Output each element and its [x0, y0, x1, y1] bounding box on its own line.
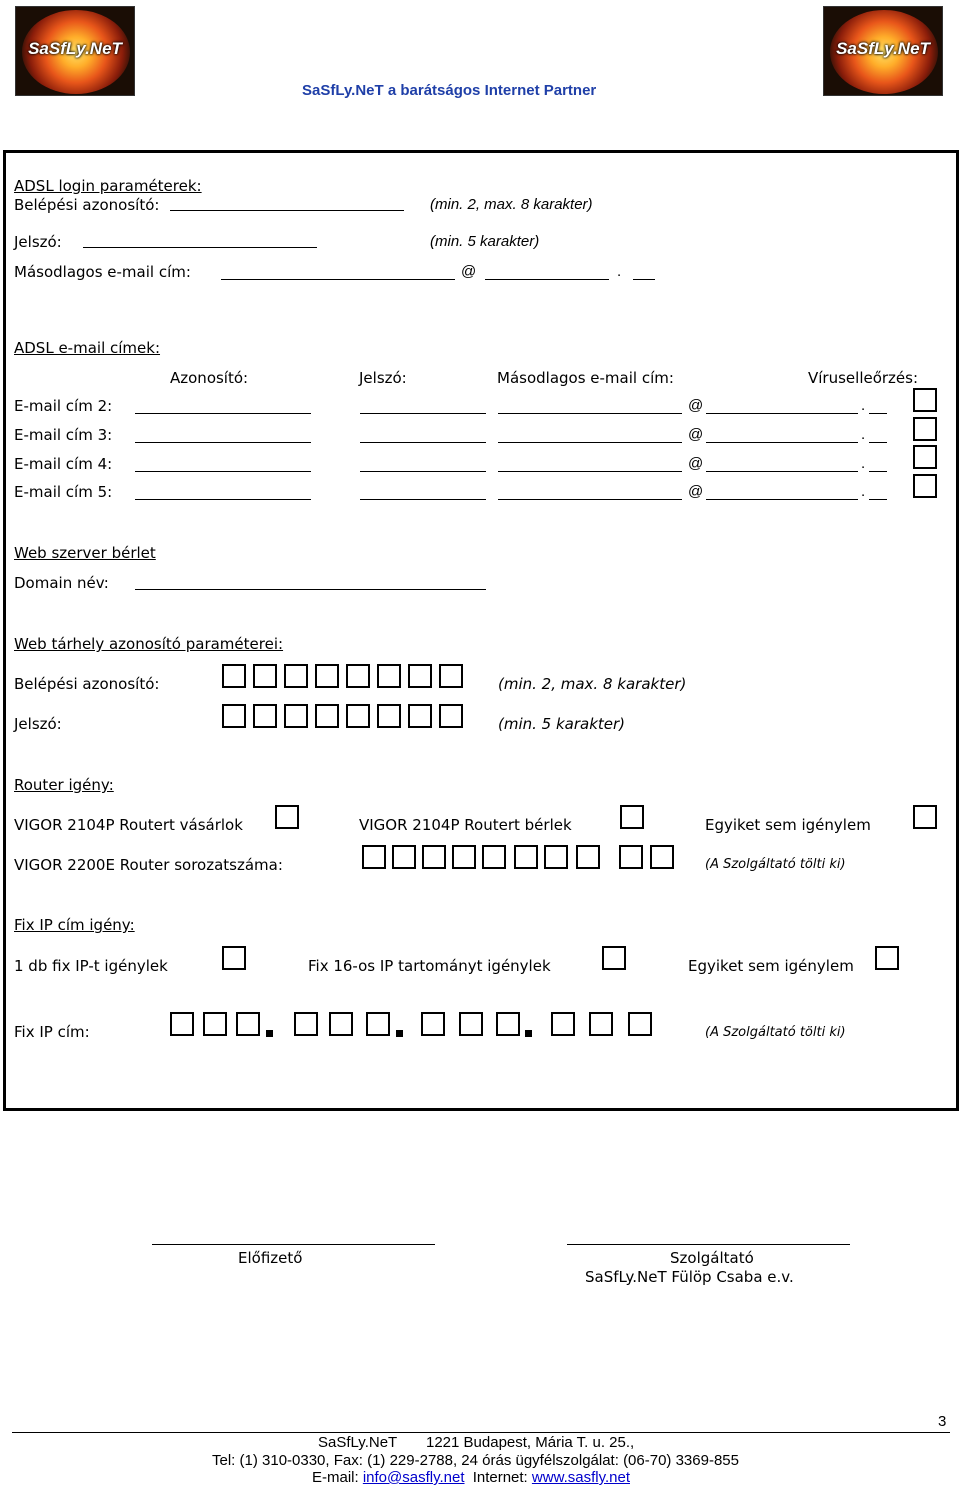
at-sign: @ [688, 483, 704, 500]
char-box[interactable] [170, 1012, 194, 1036]
char-box[interactable] [203, 1012, 227, 1036]
logo-right: SaSfLy.NeT [823, 6, 943, 96]
web-server-heading: Web szerver bérlet [14, 544, 156, 562]
char-box[interactable] [408, 664, 432, 688]
col-id-header: Azonosító: [170, 369, 249, 387]
provider-signature-line[interactable] [567, 1244, 850, 1245]
char-box[interactable] [329, 1012, 353, 1036]
email-id-field[interactable] [135, 471, 311, 472]
dot-sign: . [861, 455, 866, 472]
email-secondary-tld[interactable] [869, 413, 887, 414]
router-heading: Router igény: [14, 776, 114, 794]
footer-email-link[interactable]: info@sasfly.net [362, 1469, 465, 1486]
col-secondary-header: Másodlagos e-mail cím: [497, 369, 674, 387]
adsl-email-heading: ADSL e-mail címek: [14, 339, 161, 357]
footer-website-link[interactable]: www.sasfly.net [531, 1469, 630, 1486]
fix-ip-none-checkbox[interactable] [875, 946, 899, 970]
char-box[interactable] [222, 704, 246, 728]
fix-ip-range-label: Fix 16-os IP tartományt igénylek [308, 957, 551, 975]
virus-check-checkbox[interactable] [913, 388, 937, 412]
char-box[interactable] [294, 1012, 318, 1036]
virus-check-checkbox[interactable] [913, 417, 937, 441]
char-box[interactable] [589, 1012, 613, 1036]
char-box[interactable] [284, 664, 308, 688]
adsl-login-hint: (min. 2, max. 8 karakter) [430, 196, 593, 213]
col-password-header: Jelszó: [359, 369, 407, 387]
email-password-field[interactable] [360, 499, 486, 500]
email-id-field[interactable] [135, 442, 311, 443]
adsl-login-field[interactable] [170, 210, 404, 211]
subscriber-label: Előfizető [238, 1249, 303, 1267]
domain-label: Domain név: [14, 574, 109, 592]
email-secondary-tld[interactable] [869, 442, 887, 443]
at-sign: @ [461, 263, 477, 280]
fix-ip-range-checkbox[interactable] [602, 946, 626, 970]
fix-ip-address-hint: (A Szolgáltató tölti ki) [705, 1025, 846, 1040]
adsl-secondary-email-tld[interactable] [633, 279, 655, 280]
ip-separator-dot [266, 1030, 273, 1037]
ip-separator-dot [396, 1030, 403, 1037]
web-password-hint: (min. 5 karakter) [498, 715, 626, 733]
dot-sign: . [861, 397, 866, 414]
ip-separator-dot [525, 1030, 532, 1037]
router-none-checkbox[interactable] [913, 805, 937, 829]
domain-field[interactable] [135, 589, 486, 590]
char-box[interactable] [482, 845, 506, 869]
web-storage-heading: Web tárhely azonosító paraméterei: [14, 635, 284, 653]
at-sign: @ [688, 426, 704, 443]
email-id-field[interactable] [135, 499, 311, 500]
email-id-field[interactable] [135, 413, 311, 414]
email-secondary-domain[interactable] [706, 442, 858, 443]
virus-check-checkbox[interactable] [913, 445, 937, 469]
adsl-password-hint: (min. 5 karakter) [430, 233, 540, 250]
char-box[interactable] [544, 845, 568, 869]
virus-check-checkbox[interactable] [913, 474, 937, 498]
subscriber-signature-line[interactable] [152, 1244, 435, 1245]
fix-ip-single-checkbox[interactable] [222, 946, 246, 970]
char-box[interactable] [619, 845, 643, 869]
adsl-secondary-email-domain[interactable] [485, 279, 609, 280]
char-box[interactable] [628, 1012, 652, 1036]
at-sign: @ [688, 455, 704, 472]
char-box[interactable] [253, 704, 277, 728]
web-login-hint: (min. 2, max. 8 karakter) [498, 675, 687, 693]
char-box[interactable] [421, 1012, 445, 1036]
router-rent-checkbox[interactable] [620, 805, 644, 829]
web-login-label: Belépési azonosító: [14, 675, 160, 693]
char-box[interactable] [452, 845, 476, 869]
email-row-label: E-mail cím 4: [14, 455, 113, 473]
char-box[interactable] [439, 704, 463, 728]
email-row-label: E-mail cím 3: [14, 426, 113, 444]
char-box[interactable] [650, 845, 674, 869]
footer-internet-label: Internet: [472, 1469, 528, 1486]
char-box[interactable] [551, 1012, 575, 1036]
char-box[interactable] [439, 664, 463, 688]
adsl-password-label: Jelszó: [14, 233, 62, 251]
char-box[interactable] [222, 664, 246, 688]
at-sign: @ [688, 397, 704, 414]
char-box[interactable] [377, 664, 401, 688]
adsl-login-heading: ADSL login paraméterek: [14, 177, 202, 195]
adsl-password-field[interactable] [83, 247, 317, 248]
char-box[interactable] [496, 1012, 520, 1036]
footer-email-label: E-mail: [312, 1469, 359, 1486]
char-box[interactable] [346, 704, 370, 728]
provider-label: Szolgáltató [670, 1249, 754, 1267]
dot-sign: . [861, 426, 866, 443]
email-row-label: E-mail cím 5: [14, 483, 113, 501]
email-password-field[interactable] [360, 413, 486, 414]
email-password-field[interactable] [360, 442, 486, 443]
email-row-label: E-mail cím 2: [14, 397, 113, 415]
char-box[interactable] [346, 664, 370, 688]
footer-contact: Tel: (1) 310-0330, Fax: (1) 229-2788, 24 órás ügyfélszolgálat: (06-70) 3369-855 [212, 1452, 739, 1469]
char-box[interactable] [315, 664, 339, 688]
char-box[interactable] [362, 845, 386, 869]
footer-email-line [312, 1469, 630, 1486]
char-box[interactable] [284, 704, 308, 728]
email-secondary-tld[interactable] [869, 471, 887, 472]
email-secondary-user[interactable] [498, 413, 682, 414]
col-virus-header: Víruselleőrzés: [808, 369, 919, 387]
router-serial-hint: (A Szolgáltató tölti ki) [705, 857, 846, 872]
adsl-login-label: Belépési azonosító: [14, 196, 160, 214]
footer-company: SaSfLy.NeT [318, 1434, 398, 1451]
footer-address: 1221 Budapest, Mária T. u. 25., [426, 1434, 635, 1451]
char-box[interactable] [422, 845, 446, 869]
email-secondary-domain[interactable] [706, 413, 858, 414]
char-box[interactable] [576, 845, 600, 869]
router-buy-label: VIGOR 2104P Routert vásárlok [14, 816, 243, 834]
char-box[interactable] [514, 845, 538, 869]
email-secondary-user[interactable] [498, 442, 682, 443]
logo-left: SaSfLy.NeT [15, 6, 135, 96]
email-secondary-user[interactable] [498, 499, 682, 500]
char-box[interactable] [236, 1012, 260, 1036]
fix-ip-single-label: 1 db fix IP-t igénylek [14, 957, 168, 975]
email-secondary-user[interactable] [498, 471, 682, 472]
header-tagline: SaSfLy.NeT a barátságos Internet Partner [302, 82, 597, 99]
char-box[interactable] [315, 704, 339, 728]
email-secondary-domain[interactable] [706, 471, 858, 472]
char-box[interactable] [253, 664, 277, 688]
adsl-secondary-email-label: Másodlagos e-mail cím: [14, 263, 191, 281]
char-box[interactable] [459, 1012, 483, 1036]
email-secondary-domain[interactable] [706, 499, 858, 500]
dot-sign: . [617, 263, 622, 280]
footer-divider [12, 1432, 950, 1433]
email-secondary-tld[interactable] [869, 499, 887, 500]
router-rent-label: VIGOR 2104P Routert bérlek [359, 816, 572, 834]
char-box[interactable] [392, 845, 416, 869]
char-box[interactable] [408, 704, 432, 728]
char-box[interactable] [366, 1012, 390, 1036]
router-serial-label: VIGOR 2200E Router sorozatszáma: [14, 856, 283, 874]
web-password-label: Jelszó: [14, 715, 62, 733]
adsl-secondary-email-user[interactable] [221, 279, 455, 280]
email-password-field[interactable] [360, 471, 486, 472]
page-number: 3 [938, 1413, 947, 1430]
provider-name: SaSfLy.NeT Fülöp Csaba e.v. [585, 1268, 794, 1286]
fix-ip-heading: Fix IP cím igény: [14, 916, 135, 934]
router-buy-checkbox[interactable] [275, 805, 299, 829]
fix-ip-none-label: Egyiket sem igénylem [688, 957, 854, 975]
router-none-label: Egyiket sem igénylem [705, 816, 871, 834]
dot-sign: . [861, 483, 866, 500]
fix-ip-address-label: Fix IP cím: [14, 1023, 90, 1041]
char-box[interactable] [377, 704, 401, 728]
